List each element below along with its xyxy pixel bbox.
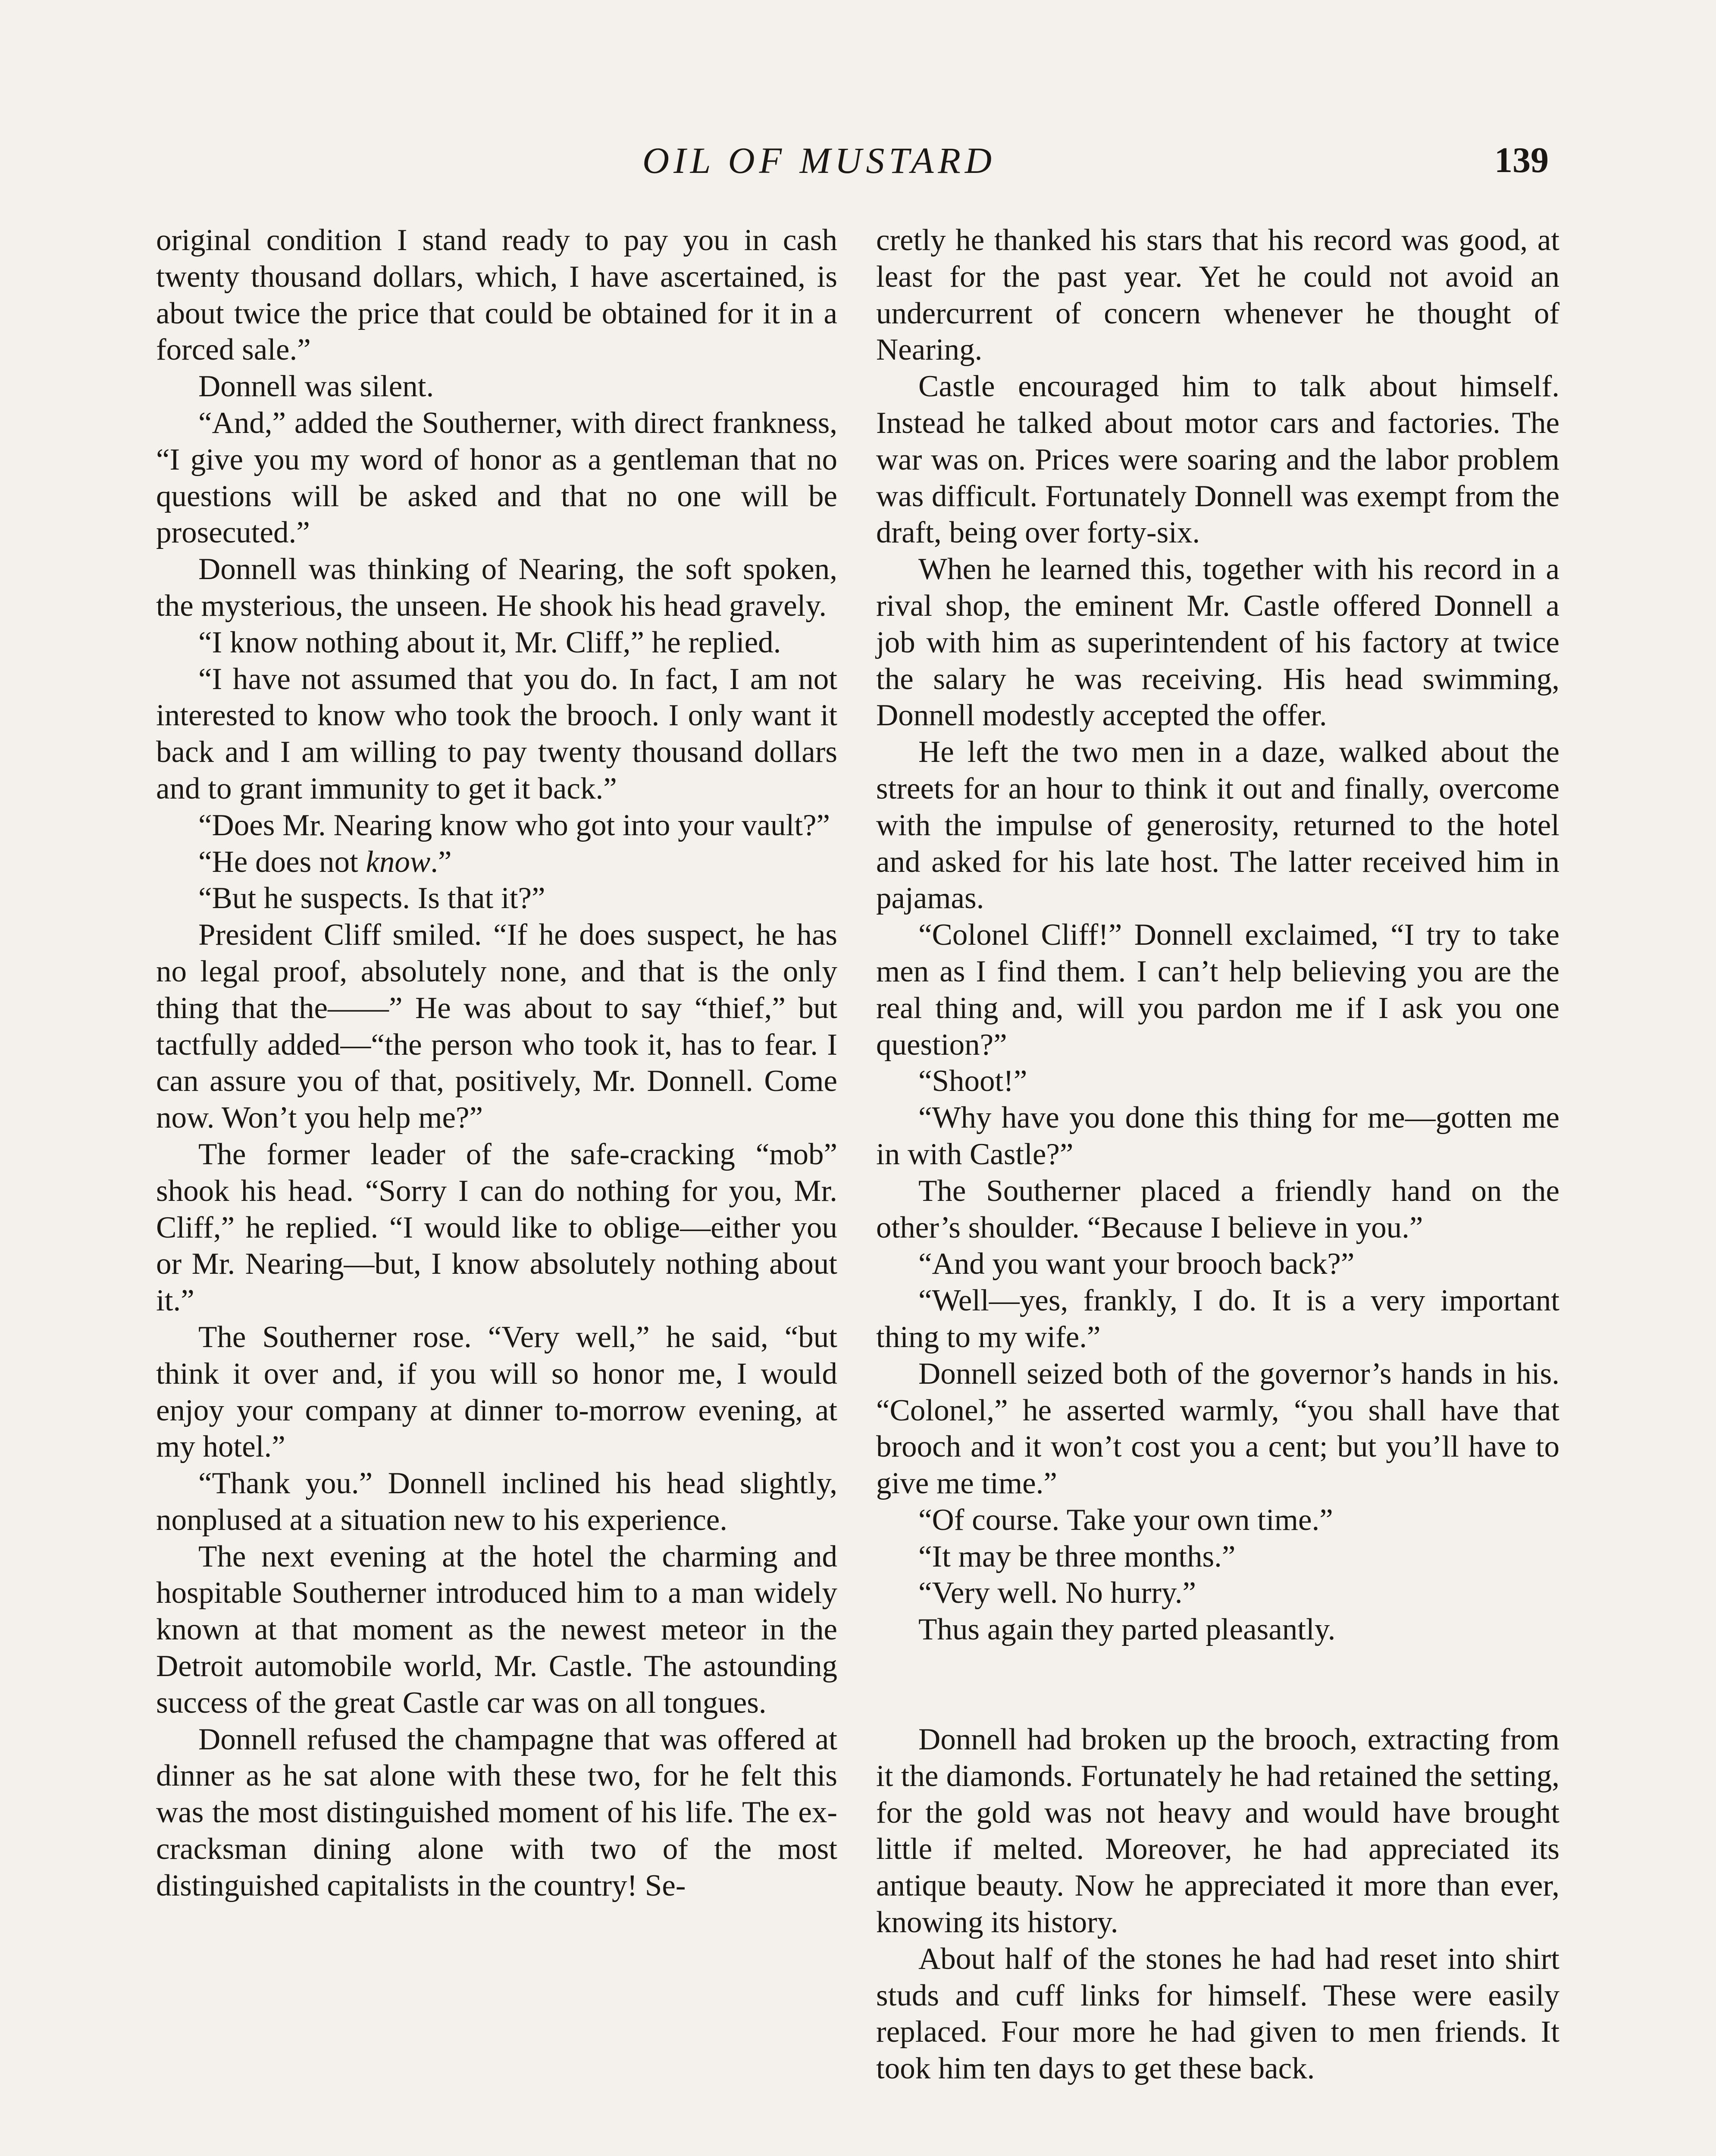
paragraph: The Southerner placed a friendly hand on the other’s shoulder. “Because I believe in you.”: [876, 1174, 1559, 1244]
paragraph: “Colonel Cliff!” Donnell exclaimed, “I try to take men as I find them. I can’t help believing you are the real thing and, will you pardon me if I ask you one question?”: [876, 918, 1559, 1062]
right-column: [876, 222, 1559, 2087]
paragraph: “Very well. No hurry.”: [918, 1576, 1196, 1610]
left-column: [156, 222, 837, 1904]
paragraph: “I have not assumed that you do. In fact, I am not interested to know who took the brooch. I only want it back and I am willing to pay twenty thousand dollars and to grant immunity to get it back.”: [156, 662, 837, 805]
paragraph: cretly he thanked his stars that his record was good, at least for the past year. Yet he could not avoid an undercurrent of concern whenever he thought of Nearing.: [876, 223, 1559, 367]
paragraph: The Southerner rose. “Very well,” he said, “but think it over and, if you will so honor me, I would enjoy your company at dinner to-morrow evening, at my hotel.”: [156, 1320, 837, 1464]
paragraph: Donnell was silent.: [198, 370, 434, 404]
paragraph: Donnell had broken up the brooch, extracting from it the diamonds. Fortunately he had retained the setting, for the gold was not heavy and would have brought little if melted. Moreover, he had appreciated its antique beauty. Now he appreciated it more than ever, knowing its history.: [876, 1723, 1559, 1940]
paragraph: Donnell was thinking of Nearing, the soft spoken, the mysterious, the unseen. He shook his head gravely.: [156, 552, 837, 623]
paragraph: “Thank you.” Donnell inclined his head slightly, nonplused at a situation new to his experience.: [156, 1467, 837, 1537]
paragraph: “Does Mr. Nearing know who got into your vault?”: [198, 808, 830, 842]
paragraph: original condition I stand ready to pay you in cash twenty thousand dollars, which, I have ascertained, is about twice the price that could be obtained for it in a forced sale.”: [156, 223, 837, 367]
paragraph: Donnell refused the champagne that was offered at dinner as he sat alone with these two, for he felt this was the most distinguished moment of his life. The ex-cracksman dining alone with two of the most distinguished capitalists in the country! Se-: [156, 1722, 837, 1902]
paragraph: President Cliff smiled. “If he does suspect, he has no legal proof, absolutely none, and that is the only thing that the——” He was about to say “thief,” but tactfully added—“the person who took it, has to fear. I can assure you of that, positively, Mr. Donnell. Come now. Won’t you help me?”: [156, 918, 837, 1135]
paragraph: “Why have you done this thing for me—gotten me in with Castle?”: [876, 1101, 1559, 1171]
paragraph: “Of course. Take your own time.”: [918, 1503, 1333, 1537]
paragraph: The former leader of the safe-cracking “mob” shook his head. “Sorry I can do nothing for you, Mr. Cliff,” he replied. “I would like to oblige—either you or Mr. Nearing—but, I know absolutely nothing about it.”: [156, 1137, 837, 1318]
running-title: OIL OF MUSTARD: [642, 140, 996, 181]
paragraph: He left the two men in a daze, walked about the streets for an hour to think it out and finally, overcome with the impulse of generosity, returned to the hotel and asked for his late host. The latter received him in pajamas.: [876, 735, 1559, 915]
paragraph: The next evening at the hotel the charming and hospitable Southerner introduced him to a man widely known at that moment as the newest meteor in the Detroit automobile world, Mr. Castle. The astounding success of the great Castle car was on all tongues.: [156, 1539, 837, 1720]
paragraph: “And,” added the Southerner, with direct frankness, “I give you my word of honor as a gentleman that no questions will be asked and that no one will be prosecuted.”: [156, 406, 837, 550]
paragraph: “But he suspects. Is that it?”: [198, 881, 545, 915]
paragraph: When he learned this, together with his record in a rival shop, the eminent Mr. Castle offered Donnell a job with him as superintendent of his factory at twice the salary he was receiving. His head swimming, Donnell modestly accepted the offer.: [876, 552, 1559, 733]
paragraph: Donnell seized both of the governor’s hands in his. “Colonel,” he asserted warmly, “you shall have that brooch and it won’t cost you a cent; but you’ll have to give me time.”: [876, 1357, 1559, 1501]
paragraph: “Well—yes, frankly, I do. It is a very important thing to my wife.”: [876, 1284, 1559, 1354]
page-number: 139: [1494, 140, 1549, 180]
paragraph: “It may be three months.”: [918, 1539, 1236, 1573]
paragraph: “And you want your brooch back?”: [918, 1247, 1355, 1281]
paragraph: Castle encouraged him to talk about himself. Instead he talked about motor cars and factories. The war was on. Prices were soaring and the labor problem was difficult. Fortunately Donnell was exempt from the draft, being over forty-six.: [876, 370, 1559, 550]
paragraph: “Shoot!”: [918, 1064, 1027, 1098]
paragraph: Thus again they parted pleasantly.: [918, 1613, 1336, 1647]
paragraph: “He does not know.”: [198, 845, 452, 879]
paragraph: “I know nothing about it, Mr. Cliff,” he replied.: [198, 625, 781, 659]
paragraph: About half of the stones he had had reset into shirt studs and cuff links for himself. These were easily replaced. Four more he had given to men friends. It took him ten days to get these back.: [876, 1942, 1559, 2086]
